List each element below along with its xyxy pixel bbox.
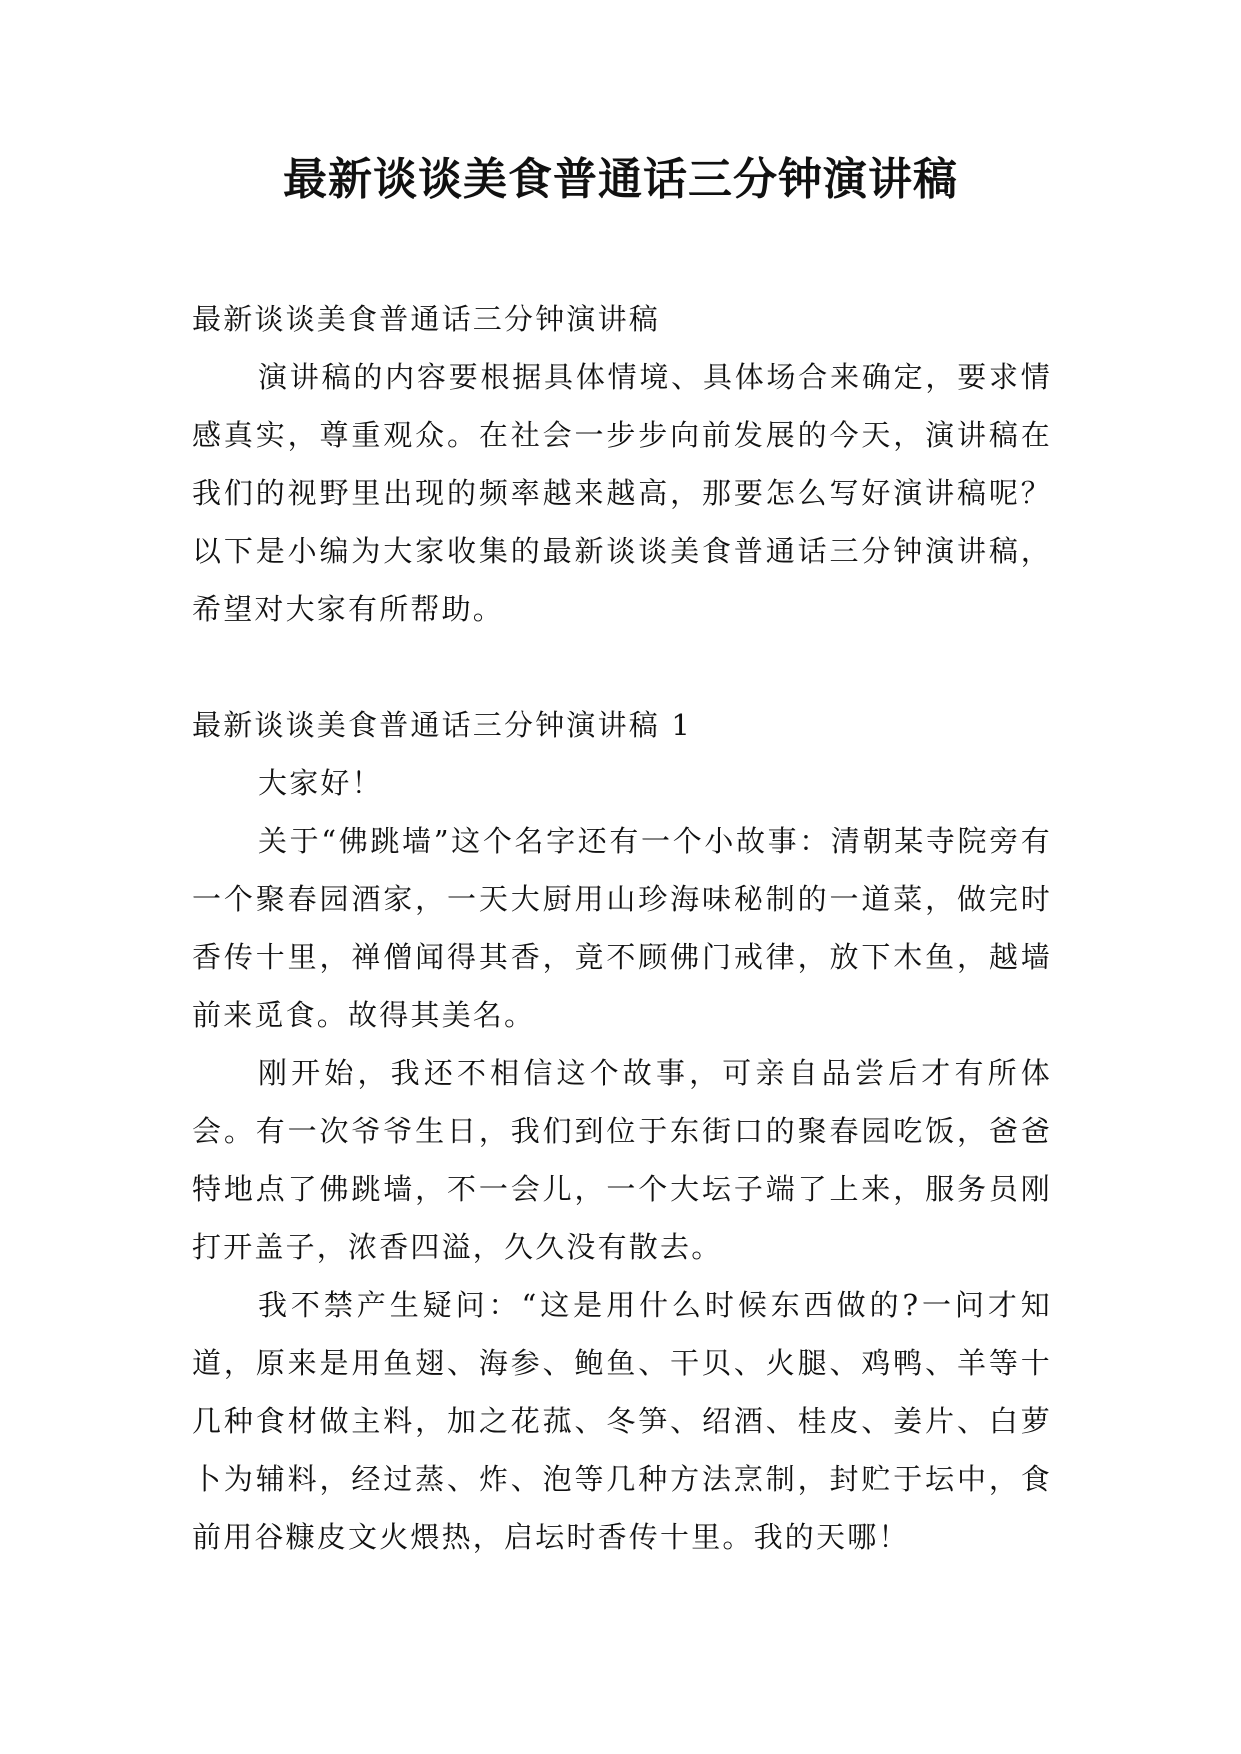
body-paragraph: 关于“佛跳墙”这个名字还有一个小故事：清朝某寺院旁有一个聚春园酒家，一天大厨用山珍海味秘制的一道菜，做完时香传十里，禅僧闻得其香，竟不顾佛门戒律，放下木鱼，越墙前来觅食。故得其美名。 bbox=[192, 824, 1052, 1032]
body-paragraph: 刚开始，我还不相信这个故事，可亲自品尝后才有所体会。有一次爷爷生日，我们到位于东街口的聚春园吃饭，爸爸特地点了佛跳墙，不一会儿，一个大坛子端了上来，服务员刚打开盖子，浓香四溢，久久没有散去。 bbox=[192, 1056, 1052, 1264]
intro-paragraph: 演讲稿的内容要根据具体情境、具体场合来确定，要求情感真实，尊重观众。在社会一步步向前发展的今天，演讲稿在我们的视野里出现的频率越来越高，那要怎么写好演讲稿呢？以下是小编为大家收集的最新谈谈美食普通话三分钟演讲稿，希望对大家有所帮助。 bbox=[192, 360, 1052, 626]
document-body bbox=[192, 290, 1052, 1566]
greeting: 大家好！ bbox=[258, 766, 383, 800]
section-heading: 最新谈谈美食普通话三分钟演讲稿 1 bbox=[192, 708, 693, 742]
document-title: 最新谈谈美食普通话三分钟演讲稿 bbox=[283, 154, 958, 205]
body-paragraph: 我不禁产生疑问：“这是用什么时候东西做的?一问才知道，原来是用鱼翅、海参、鲍鱼、干贝、火腿、鸡鸭、羊等十几种食材做主料，加之花菰、冬笋、绍酒、桂皮、姜片、白萝卜为辅料，经过蒸、炸、泡等几种方法烹制，封贮于坛中，食前用谷糠皮文火煨热，启坛时香传十里。我的天哪！ bbox=[192, 1288, 1052, 1554]
subtitle: 最新谈谈美食普通话三分钟演讲稿 bbox=[192, 302, 661, 336]
